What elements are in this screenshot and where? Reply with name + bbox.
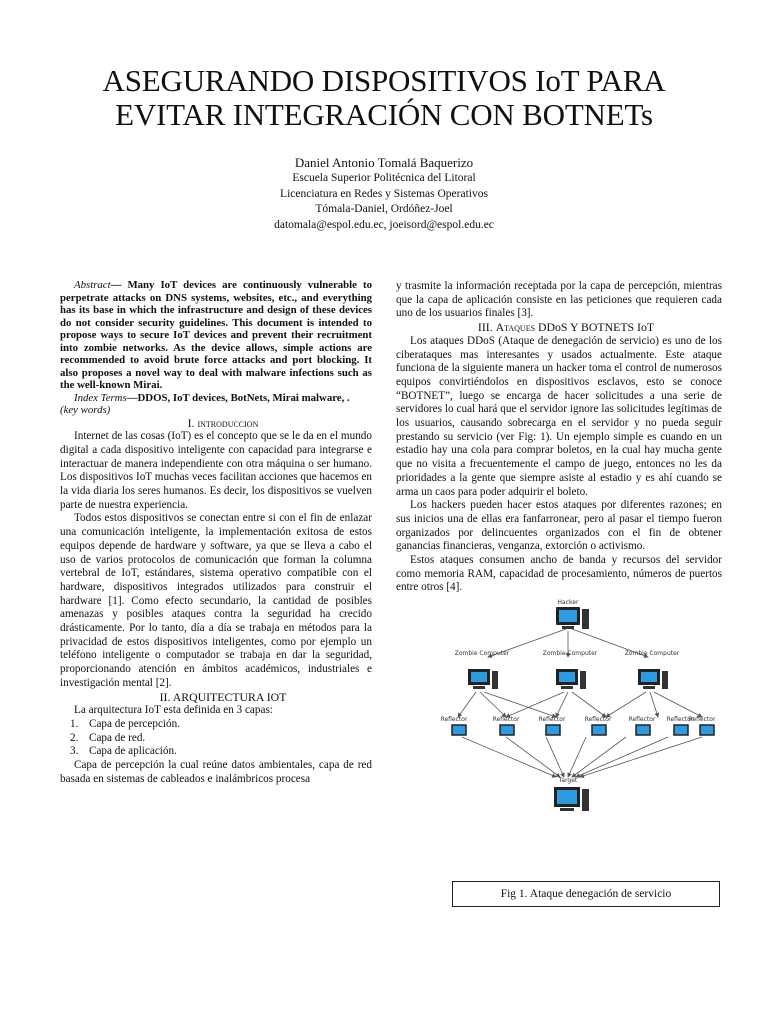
section-heading-attacks <box>396 321 722 335</box>
hacker-computer-icon <box>556 607 589 629</box>
author-institution: Escuela Superior Politécnica del Litoral <box>292 172 476 184</box>
abstract-label: Abstract <box>74 279 111 291</box>
attacks-paragraph-2: Los hackers pueden hacer estos ataques por diferentes razones; en sus inicios una de ellas era fanfarronear, pero al pasar el tiempo fueron organizados por delincuentes organizados con el fin de obtener ganancias financieras, venganza, extorción o activismo. <box>396 499 722 553</box>
attacks-paragraph-1: Los ataques DDoS (Ataque de denegación de servicio) es uno de los ciberataques mas interesantes y usados actualmente. Este ataque funciona de la siguiente manera un hacker toma el control de numerosos equipos convirtiéndolos en dispositivos esclavos, esto se conoce “BOTNET”, luego se encarga de hacer solicitudes a una serie de servidores lo cual hará que el servidor ignore las solicitudes legítimas de los usuarios, causando sobrecarga en el servidor y no pueda seguir prestando su servicio (ver Fig: 1). Un ejemplo simple es cuando en un estadio hay una cola para comprar boletos, en la cual hay mucha gente que no visita a frecuentemente el campo de juego, entonces no les da prioridades a la gente que siempre asiste al estadio y es ahí cuando se arma un caos para poder adquirir el boleto. <box>396 334 722 498</box>
ddos-figure <box>396 597 722 817</box>
reflector-icons <box>452 725 714 735</box>
target-server-icon <box>554 787 589 811</box>
list-text: Capa de red. <box>89 731 146 744</box>
list-number: 1. <box>70 717 79 730</box>
abstract <box>60 279 372 392</box>
author-block <box>150 154 618 233</box>
abstract-dash: — <box>110 279 128 291</box>
list-item <box>70 745 372 759</box>
left-column <box>60 279 372 786</box>
abstract-text: Many IoT devices are continuously vulnerable to perpetrate attacks on DNS systems, websites, etc., and everything has its base in which the infrastructure and design of these devices do not consider security guidelines. This document is intended to propose ways to secure IoT devices and prevent their recruitment into zombie networks. As the device allows, simple actions are recommended to avoid brute force attacks and port blocking. It also proposes a novel way to deal with malware infections such as the well-known Mirai. <box>60 279 373 391</box>
author-emails: datomala@espol.edu.ec, joeisord@espol.edu.ec <box>274 218 494 231</box>
title-line-1: ASEGURANDO DISPOSITIVOS IoT PARA <box>102 63 666 98</box>
list-text: Capa de aplicación. <box>89 745 177 758</box>
zombie-computer-icon <box>468 669 498 689</box>
section-number: I. <box>187 415 198 430</box>
architecture-paragraph: Capa de percepción la cual reúne datos ambientales, capa de red basada en sistemas de cableados e inalámbricos procesa <box>60 759 372 785</box>
index-terms-note: (key words) <box>60 404 111 416</box>
architecture-intro: La arquitectura IoT esta definida en 3 capas: <box>74 704 273 717</box>
index-terms-dash: — <box>126 391 138 404</box>
zombie-label: Zombie Computer <box>454 650 510 658</box>
index-terms-label: Index Terms <box>74 391 127 404</box>
figure-caption: Fig 1. Ataque denegación de servicio <box>452 881 720 907</box>
reflector-label: Reflector <box>628 716 656 724</box>
list-text: Capa de percepción. <box>89 717 181 730</box>
hacker-label: Hacker <box>557 599 579 607</box>
reflector-label: Reflector <box>492 716 520 724</box>
section-number: III. <box>477 320 496 335</box>
intro-paragraph-1: Internet de las cosas (IoT) es el concepto que se le da en el mundo digital a cada dispositivo inteligente con capacidad para integrarse e interactuar de manera independiente con otra máquina o ser humano. Los dispositivos IoT muchas veces facilitan acciones que hacemos en la vida diaria los seres humanos. Es decir, los dispositivos se vuelven parte de nuestra experiencia. <box>60 430 372 511</box>
ddos-diagram <box>396 597 722 817</box>
section-title-smallcaps: Ataques <box>495 320 536 335</box>
author-name: Daniel Antonio Tomalá Baquerizo <box>294 155 474 170</box>
zombie-computer-icon <box>638 669 668 689</box>
list-number: 2. <box>70 731 79 744</box>
reflector-label: Reflector <box>538 716 566 724</box>
index-terms-list: DDOS, IoT devices, BotNets, Mirai malware, . <box>137 391 350 404</box>
paper-title <box>40 64 728 132</box>
section-title-rest: DDoS Y BOTNETS IoT <box>535 320 655 335</box>
architecture-layer-list <box>60 718 372 759</box>
reflector-label: Reflector <box>440 716 468 724</box>
list-item <box>70 731 372 746</box>
list-item <box>70 717 372 732</box>
zombie-label: Zombie Computer <box>542 650 598 658</box>
author-handles: Tómala-Daniel, Ordóñez-Joel <box>315 203 453 215</box>
section-heading-intro <box>60 417 372 431</box>
target-label: Target <box>558 777 578 785</box>
reflector-label: Reflector <box>666 716 694 724</box>
architecture-paragraph-continued: y trasmite la información receptada por la capa de percepción, mientras que la capa de aplicación consiste en las peticiones que requieren cada uno de los usuarios finales [3]. <box>396 280 722 320</box>
reflector-label: Reflector <box>688 716 716 724</box>
zombie-label: Zombie Computer <box>624 650 680 658</box>
index-terms <box>60 392 372 417</box>
intro-paragraph-2: Todos estos dispositivos se conectan entre si con el fin de enlazar una comunicación inteligente, la implementación exitosa de estos equipos depende de hardware y software, ya que se lleva a cabo el uso de varios protocolos de comunicación que forman la columna vertebral de IoT, estándares, sistema operativo compatible con el hardware, dispositivos integrados utilizados para construir el hardware [1]. Como efecto secundario, la cantidad de posibles amenazas y posibles ataques contra la seguridad ha crecido drásticamente. Por lo tanto, día a día se trabaja en métodos para la privacidad de estos dispositivos inteligentes, como por ejemplo un teléfono inteligente o computador se trabaja en dar la seguridad, proporcionando atención en ámbitos académicos, industriales e investigación mental [2]. <box>60 512 372 689</box>
list-number: 3. <box>70 745 79 758</box>
right-column <box>396 280 722 817</box>
reflector-label: Reflector <box>584 716 612 724</box>
zombie-computer-icon <box>556 669 586 689</box>
section-heading-architecture: II. ARQUITECTURA IOT <box>159 689 287 704</box>
author-program: Licenciatura en Redes y Sistemas Operativos <box>280 187 488 200</box>
title-line-2: EVITAR INTEGRACIÓN CON BOTNETs <box>115 97 653 132</box>
attacks-paragraph-3: Estos ataques consumen ancho de banda y recursos del servidor como memoria RAM, capacidad de procesamiento, números de puertos entre otros [4]. <box>396 554 722 594</box>
section-title: introduccion <box>197 415 259 430</box>
